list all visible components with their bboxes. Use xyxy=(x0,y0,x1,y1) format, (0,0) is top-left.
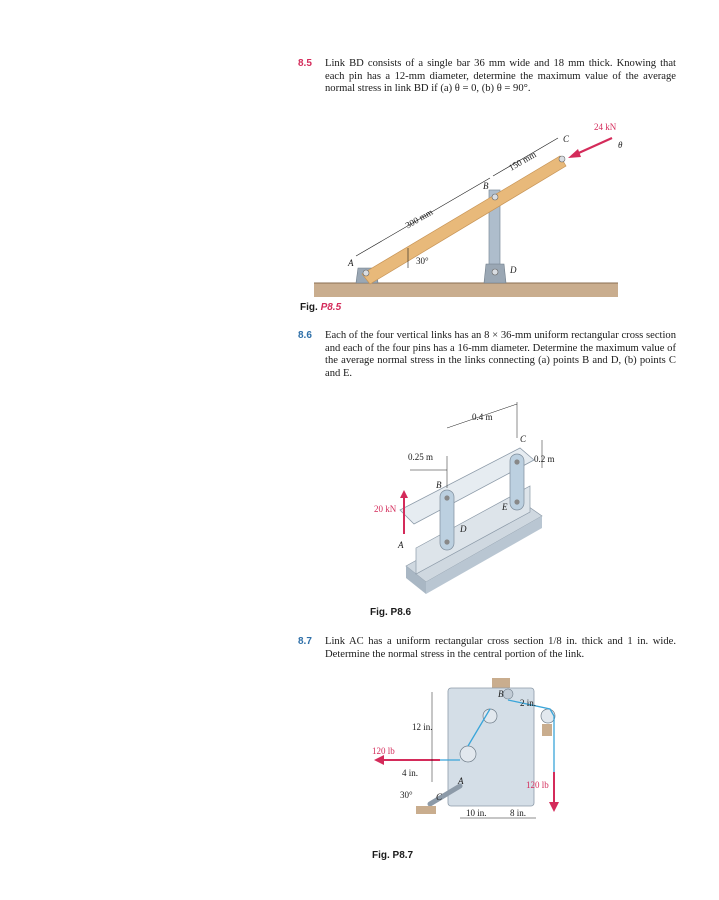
dim-8: 8 in. xyxy=(510,808,527,818)
top-support xyxy=(492,678,510,688)
problem-number: 8.7 xyxy=(298,636,312,647)
caption-number: P8.5 xyxy=(320,302,342,313)
problem-number: 8.6 xyxy=(298,330,312,341)
point-c: C xyxy=(520,434,527,444)
dim-4: 4 in. xyxy=(402,768,419,778)
point-b: B xyxy=(498,689,504,699)
figure-p8-5 xyxy=(300,118,630,308)
force-left: 120 lb xyxy=(372,746,395,756)
dim-0-4: 0.4 m xyxy=(472,412,493,422)
caption-p8-7: Fig. P8.7 xyxy=(372,850,414,861)
theta-symbol: θ xyxy=(618,140,623,150)
dim-150: 150 mm xyxy=(507,149,538,173)
point-e: E xyxy=(502,502,508,512)
force-right: 120 lb xyxy=(526,780,549,790)
point-d: D xyxy=(460,524,467,534)
problem-text: Link BD consists of a single bar 36 mm wide and 18 mm thick. Knowing that each pin has a 12-mm diameter, determine the maximum value of the average normal stress in link BD if (a) θ = 0, (b) θ = 90°. xyxy=(325,58,676,95)
dim-10: 10 in. xyxy=(466,808,487,818)
point-c: C xyxy=(436,792,443,802)
ground xyxy=(314,283,618,297)
force-20kn: 20 kN xyxy=(374,504,397,514)
problem-8-7 xyxy=(298,636,676,661)
dim-0-2: 0.2 m xyxy=(534,454,555,464)
problem-number: 8.5 xyxy=(298,58,312,69)
problem-text: Link AC has a uniform rectangular cross section 1/8 in. thick and 1 in. wide. Determine the normal stress in the central portion of the link. xyxy=(325,636,676,660)
point-b: B xyxy=(436,480,442,490)
dim-300: 300 mm xyxy=(403,206,435,231)
force-24kn: 24 kN xyxy=(594,122,617,132)
point-a: A xyxy=(458,776,464,786)
caption-p8-6: Fig. P8.6 xyxy=(370,607,412,618)
bar-ac xyxy=(362,156,566,284)
figure-p8-6 xyxy=(370,398,570,598)
point-d: D xyxy=(510,265,517,275)
caption-p8-5: Fig. P8.5 xyxy=(300,302,342,313)
point-c: C xyxy=(563,134,570,144)
angle-30: 30° xyxy=(416,256,429,266)
figure-p8-7 xyxy=(360,676,600,836)
problem-8-5 xyxy=(298,58,676,96)
angle-30: 30° xyxy=(400,790,413,800)
problem-text: Each of the four vertical links has an 8 × 36-mm uniform rectangular cross section and each of the four pins has a 16-mm diameter. Determine the maximum value of the average normal stress in the links connecting (a) points B and D, (b) points C and E. xyxy=(325,330,676,379)
point-b: B xyxy=(483,181,489,191)
point-a: A xyxy=(348,258,354,268)
dim-2: 2 in. xyxy=(520,698,537,708)
dim-12: 12 in. xyxy=(412,722,433,732)
dim-0-25: 0.25 m xyxy=(408,452,434,462)
point-a: A xyxy=(398,540,404,550)
problem-8-6 xyxy=(298,330,676,380)
